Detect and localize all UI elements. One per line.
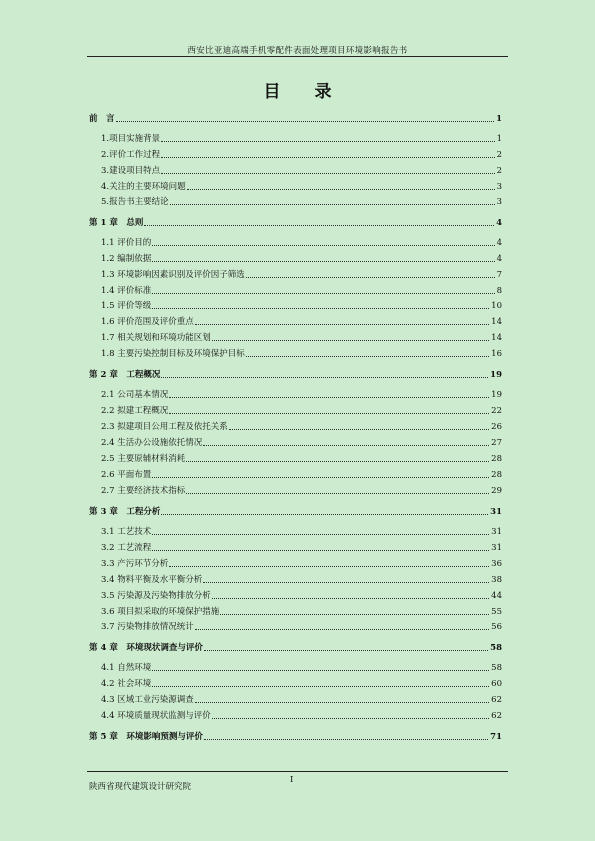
dot-leader [161,156,494,158]
toc-entry-label: 3.2 工艺流程 [101,543,152,553]
toc-entry-page: 55 [491,607,502,617]
dot-leader [152,307,489,309]
dot-leader [186,460,489,462]
toc-section-row[interactable] [101,525,502,537]
toc-entry-label: 1.1 评价目的 [101,238,152,248]
footer-rule [87,771,508,772]
dot-leader [212,597,489,599]
toc-entry-page: 19 [491,390,502,400]
dot-leader [195,701,489,703]
dot-leader [246,276,495,278]
toc-entry-label: 4.关注的主要环境问题 [101,182,186,192]
dot-leader [203,444,489,446]
toc-section-row[interactable] [101,180,502,192]
toc-entry-label: 1.7 相关规划和环境功能区划 [101,333,211,343]
toc-section-row[interactable] [101,299,502,311]
toc-entry-label: 4.4 环境质量现状监测与评价 [101,711,211,721]
toc-entry-label: 2.评价工作过程 [101,150,161,160]
toc-section-row[interactable] [101,236,502,248]
toc-section-row[interactable] [101,252,502,264]
toc-entry-label: 3.5 污染源及污染物排放分析 [101,591,211,601]
toc-section-row[interactable] [101,468,502,480]
toc-section-row[interactable] [101,557,502,569]
toc-entry-page: 14 [491,317,502,327]
toc-entry-page: 60 [491,679,502,689]
toc-entry-page: 22 [491,406,502,416]
dot-leader [161,172,494,174]
toc-section-row[interactable] [101,420,502,432]
toc-entry-page: 28 [491,454,502,464]
toc-entry-label: 1.6 评价范围及评价重点 [101,317,194,327]
toc-entry-page: 8 [496,286,502,296]
toc-entry-label: 2.7 主要经济技术指标 [101,486,186,496]
toc-entry-label: 1.项目实施背景 [101,134,161,144]
toc-entry-label: 4.2 社会环境 [101,679,152,689]
dot-leader [116,120,495,122]
toc-section-row[interactable] [101,709,502,721]
toc-entry-page: 36 [491,559,502,569]
toc-entry-label: 2.1 公司基本情况 [101,390,169,400]
toc-entry-label: 前 言 [89,114,115,124]
dot-leader [152,292,494,294]
dot-leader [152,244,494,246]
toc-entry-label: 第 2 章 工程概况 [89,370,161,380]
dot-leader [169,412,489,414]
toc-section-row[interactable] [101,484,502,496]
toc-section-row[interactable] [101,132,502,144]
toc-entry-label: 第 5 章 环境影响预测与评价 [89,732,203,742]
toc-chapter-row[interactable] [89,216,502,228]
toc-entry-page: 31 [490,507,502,517]
toc-entry-label: 1.8 主要污染控制目标及环境保护目标 [101,349,245,359]
toc-entry-label: 第 3 章 工程分析 [89,507,161,517]
toc-entry-label: 3.建设项目特点 [101,166,161,176]
running-header: 西安比亚迪高端手机零配件表面处理项目环境影响报告书 [187,46,408,56]
toc-section-row[interactable] [101,573,502,585]
dot-leader [229,428,489,430]
toc-entry-page: 31 [491,527,502,537]
toc-section-row[interactable] [101,331,502,343]
toc-section-row[interactable] [101,452,502,464]
toc-section-row[interactable] [101,693,502,705]
toc-entry-label: 1.3 环境影响因素识别及评价因子筛选 [101,270,245,280]
toc-entry-label: 4.1 自然环境 [101,663,152,673]
toc-entry-label: 2.2 拟建工程概况 [101,406,169,416]
toc-section-row[interactable] [101,541,502,553]
toc-entry-page: 56 [491,622,502,632]
toc-section-row[interactable] [101,284,502,296]
dot-leader [169,396,489,398]
toc-entry-page: 2 [496,166,502,176]
toc-entry-label: 2.5 主要原辅材料消耗 [101,454,186,464]
toc-entry-label: 3.4 物料平衡及水平衡分析 [101,575,203,585]
toc-entry-page: 19 [490,370,502,380]
toc-entry-label: 4.3 区域工业污染源调查 [101,695,194,705]
toc-entry-page: 29 [491,486,502,496]
toc-entry-page: 16 [491,349,502,359]
toc-entry-page: 58 [490,643,502,653]
dot-leader [170,203,495,205]
toc-section-row[interactable] [101,195,502,207]
toc-entry-label: 1.4 评价标准 [101,286,152,296]
toc-entry-label: 3.6 项目拟采取的环境保护措施 [101,607,220,617]
dot-leader [186,492,489,494]
toc-entry-page: 4 [496,218,502,228]
toc-chapter-row[interactable] [89,730,502,742]
toc-entry-page: 14 [491,333,502,343]
toc-entry-page: 44 [491,591,502,601]
dot-leader [161,513,488,515]
toc-entry-page: 3 [496,182,502,192]
toc-entry-label: 2.6 平面布置 [101,470,152,480]
toc-entry-label: 1.2 编制依据 [101,254,152,264]
dot-leader [152,533,489,535]
toc-entry-page: 7 [496,270,502,280]
toc-entry-label: 2.3 拟建项目公用工程及依托关系 [101,422,228,432]
toc-section-row[interactable] [101,404,502,416]
dot-leader [195,323,489,325]
toc-chapter-row[interactable] [89,112,502,124]
dot-leader [220,613,489,615]
toc-entry-page: 2 [496,150,502,160]
dot-leader [161,376,488,378]
page-number: I [290,775,294,785]
toc-entry-page: 3 [496,197,502,207]
dot-leader [204,738,488,740]
dot-leader [195,628,489,630]
toc-title: 目 录 [263,82,346,102]
toc-entry-page: 28 [491,470,502,480]
dot-leader [161,140,494,142]
dot-leader [204,649,488,651]
toc-entry-page: 10 [491,301,502,311]
dot-leader [203,581,489,583]
toc-section-row[interactable] [101,620,502,632]
toc-entry-page: 38 [491,575,502,585]
dot-leader [152,549,489,551]
toc-entry-label: 1.5 评价等级 [101,301,152,311]
toc-chapter-row[interactable] [89,368,502,380]
toc-entry-page: 4 [496,238,502,248]
dot-leader [144,224,494,226]
dot-leader [152,669,489,671]
dot-leader [152,685,489,687]
toc-entry-page: 58 [491,663,502,673]
dot-leader [187,188,495,190]
toc-entry-label: 2.4 生活办公设施依托情况 [101,438,203,448]
toc-section-row[interactable] [101,388,502,400]
dot-leader [152,260,494,262]
dot-leader [212,339,489,341]
toc-entry-page: 1 [496,134,502,144]
dot-leader [212,717,489,719]
toc-section-row[interactable] [101,315,502,327]
toc-section-row[interactable] [101,605,502,617]
toc-section-row[interactable] [101,148,502,160]
header-rule [87,56,508,57]
toc-entry-page: 31 [491,543,502,553]
toc-entry-page: 62 [491,695,502,705]
dot-leader [169,565,489,567]
toc-entry-page: 27 [491,438,502,448]
toc-chapter-row[interactable] [89,505,502,517]
toc-section-row[interactable] [101,589,502,601]
footer-organization: 陕西省现代建筑设计研究院 [89,782,192,792]
toc-entry-label: 第 1 章 总则 [89,218,144,228]
toc-section-row[interactable] [101,436,502,448]
toc-entry-label: 3.7 污染物排放情况统计 [101,622,194,632]
toc-entry-page: 62 [491,711,502,721]
toc-chapter-row[interactable] [89,641,502,653]
toc-entry-page: 4 [496,254,502,264]
toc-entry-page: 71 [490,732,502,742]
dot-leader [246,355,489,357]
toc-section-row[interactable] [101,164,502,176]
toc-section-row[interactable] [101,661,502,673]
toc-section-row[interactable] [101,677,502,689]
toc-section-row[interactable] [101,268,502,280]
toc-entry-page: 1 [496,114,502,124]
toc-entry-label: 3.3 产污环节分析 [101,559,169,569]
toc-entry-label: 5.报告书主要结论 [101,197,169,207]
toc-entry-page: 26 [491,422,502,432]
toc-entry-label: 第 4 章 环境现状调查与评价 [89,643,203,653]
dot-leader [152,476,489,478]
toc-entry-label: 3.1 工艺技术 [101,527,152,537]
toc-section-row[interactable] [101,347,502,359]
